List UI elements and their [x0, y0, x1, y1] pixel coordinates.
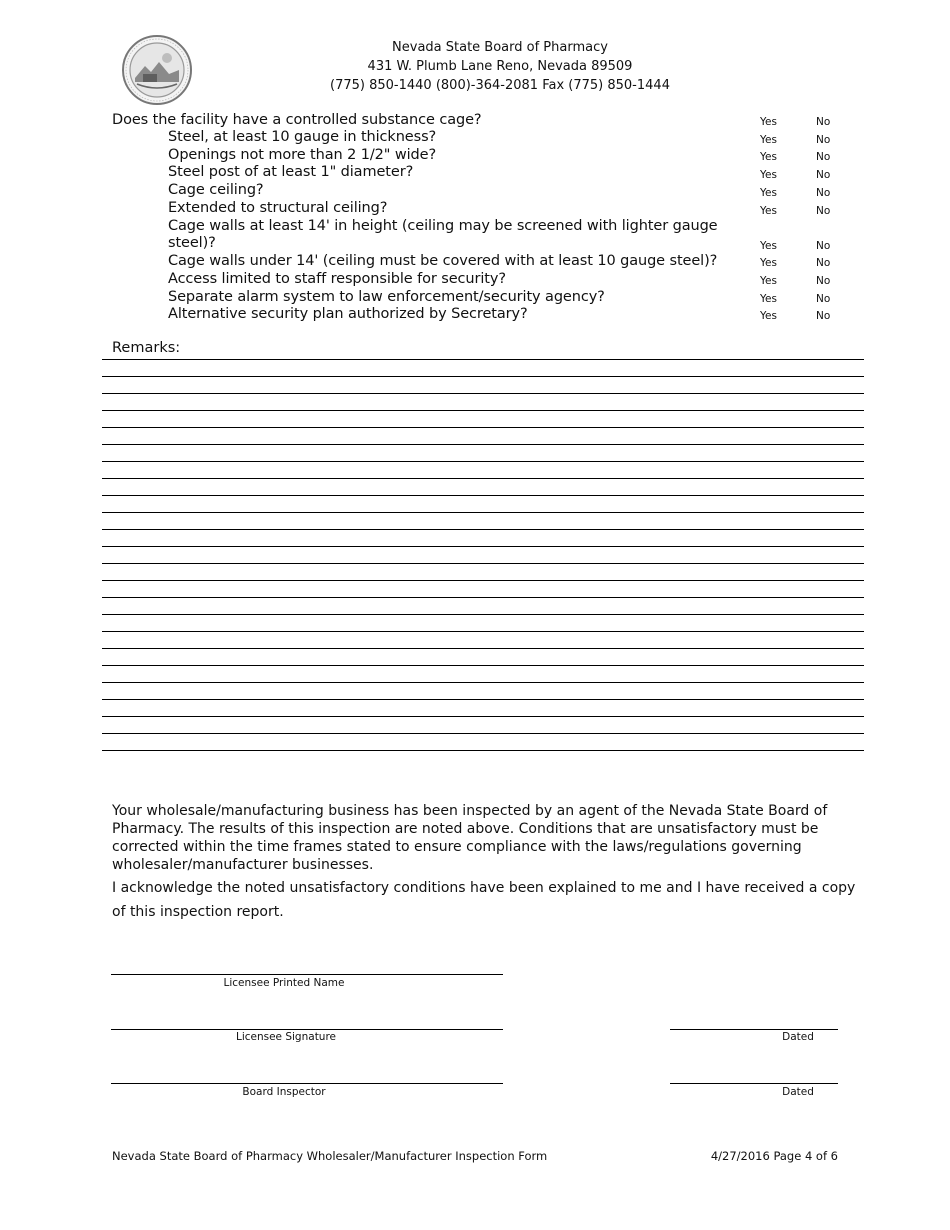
remarks-line[interactable] — [102, 529, 864, 530]
no-option[interactable]: No — [816, 240, 831, 252]
remarks-line[interactable] — [102, 682, 864, 683]
yes-option[interactable]: Yes — [760, 275, 777, 287]
no-option[interactable]: No — [816, 310, 831, 322]
question-access-limited: Access limited to staff responsible for security? — [168, 271, 506, 287]
yes-option[interactable]: Yes — [760, 116, 777, 128]
question-alt-security: Alternative security plan authorized by Secretary? — [168, 306, 528, 322]
question-cage-ceiling: Cage ceiling? — [168, 182, 264, 198]
org-phones: (775) 850-1440 (800)-364-2081 Fax (775) 850-1444 — [330, 78, 670, 93]
yes-option[interactable]: Yes — [760, 169, 777, 181]
signature-date-line[interactable] — [670, 1029, 838, 1030]
org-address: 431 W. Plumb Lane Reno, Nevada 89509 — [367, 59, 633, 74]
question-walls-under-14ft: Cage walls under 14' (ceiling must be covered with at least 10 gauge steel)? — [168, 253, 718, 269]
printed-name-label: Licensee Printed Name — [223, 977, 345, 989]
remarks-line[interactable] — [102, 393, 864, 394]
yes-option[interactable]: Yes — [760, 293, 777, 305]
question-steel-post: Steel post of at least 1" diameter? — [168, 164, 414, 180]
no-option[interactable]: No — [816, 275, 831, 287]
question-structural-ceiling: Extended to structural ceiling? — [168, 200, 388, 216]
remarks-line[interactable] — [102, 614, 864, 615]
footer-page-info: 4/27/2016 Page 4 of 6 — [710, 1149, 838, 1163]
question-steel-gauge: Steel, at least 10 gauge in thickness? — [168, 129, 437, 145]
no-option[interactable]: No — [816, 293, 831, 305]
question-walls-14ft-cont: steel)? — [168, 235, 216, 251]
yes-option[interactable]: Yes — [760, 151, 777, 163]
no-option[interactable]: No — [816, 257, 831, 269]
inspector-date-line[interactable] — [670, 1083, 838, 1084]
remarks-line[interactable] — [102, 597, 864, 598]
signature-label: Licensee Signature — [235, 1031, 337, 1043]
no-option[interactable]: No — [816, 134, 831, 146]
remarks-line[interactable] — [102, 376, 864, 377]
yes-option[interactable]: Yes — [760, 134, 777, 146]
inspection-statement: Your wholesale/manufacturing business has been inspected by an agent of the Nevada State Board of Pharmacy. The results of this inspection are noted above. Conditions that are unsatisfactory must be corrected within the time frames stated to ensure compliance with the laws/regulations governing wholesaler/manufacturer businesses. — [112, 803, 828, 873]
no-option[interactable]: No — [816, 205, 831, 217]
yes-option[interactable]: Yes — [760, 310, 777, 322]
signature-line[interactable] — [111, 1029, 503, 1030]
question-alarm-system: Separate alarm system to law enforcement/security agency? — [168, 289, 605, 305]
remarks-line[interactable] — [102, 750, 864, 751]
no-option[interactable]: No — [816, 187, 831, 199]
org-name: Nevada State Board of Pharmacy — [392, 40, 608, 55]
inspector-line[interactable] — [111, 1083, 503, 1084]
printed-name-line[interactable] — [111, 974, 503, 975]
inspector-label: Board Inspector — [242, 1086, 326, 1098]
remarks-line[interactable] — [102, 648, 864, 649]
remarks-line[interactable] — [102, 427, 864, 428]
remarks-line[interactable] — [102, 461, 864, 462]
remarks-line[interactable] — [102, 410, 864, 411]
question-openings: Openings not more than 2 1/2" wide? — [168, 147, 437, 163]
remarks-line[interactable] — [102, 563, 864, 564]
yes-option[interactable]: Yes — [760, 240, 777, 252]
remarks-line[interactable] — [102, 716, 864, 717]
no-option[interactable]: No — [816, 116, 831, 128]
yes-option[interactable]: Yes — [760, 205, 777, 217]
remarks-line[interactable] — [102, 512, 864, 513]
remarks-line[interactable] — [102, 444, 864, 445]
remarks-line[interactable] — [102, 359, 864, 360]
signature-dated-label: Dated — [782, 1031, 814, 1043]
remarks-line[interactable] — [102, 580, 864, 581]
footer-form-title: Nevada State Board of Pharmacy Wholesaler/Manufacturer Inspection Form — [112, 1149, 548, 1163]
remarks-line[interactable] — [102, 631, 864, 632]
acknowledgement-line2: of this inspection report. — [112, 904, 284, 920]
yes-option[interactable]: Yes — [760, 257, 777, 269]
question-cage: Does the facility have a controlled substance cage? — [112, 112, 482, 128]
remarks-line[interactable] — [102, 665, 864, 666]
remarks-line[interactable] — [102, 495, 864, 496]
no-option[interactable]: No — [816, 151, 831, 163]
remarks-line[interactable] — [102, 546, 864, 547]
inspector-dated-label: Dated — [782, 1086, 814, 1098]
remarks-line[interactable] — [102, 478, 864, 479]
acknowledgement-line1: I acknowledge the noted unsatisfactory conditions have been explained to me and I have received a copy — [112, 880, 856, 896]
question-walls-14ft: Cage walls at least 14' in height (ceiling may be screened with lighter gauge — [168, 218, 718, 234]
state-seal-icon — [121, 34, 193, 106]
yes-option[interactable]: Yes — [760, 187, 777, 199]
remarks-line[interactable] — [102, 699, 864, 700]
no-option[interactable]: No — [816, 169, 831, 181]
remarks-label: Remarks: — [112, 340, 181, 356]
remarks-line[interactable] — [102, 733, 864, 734]
